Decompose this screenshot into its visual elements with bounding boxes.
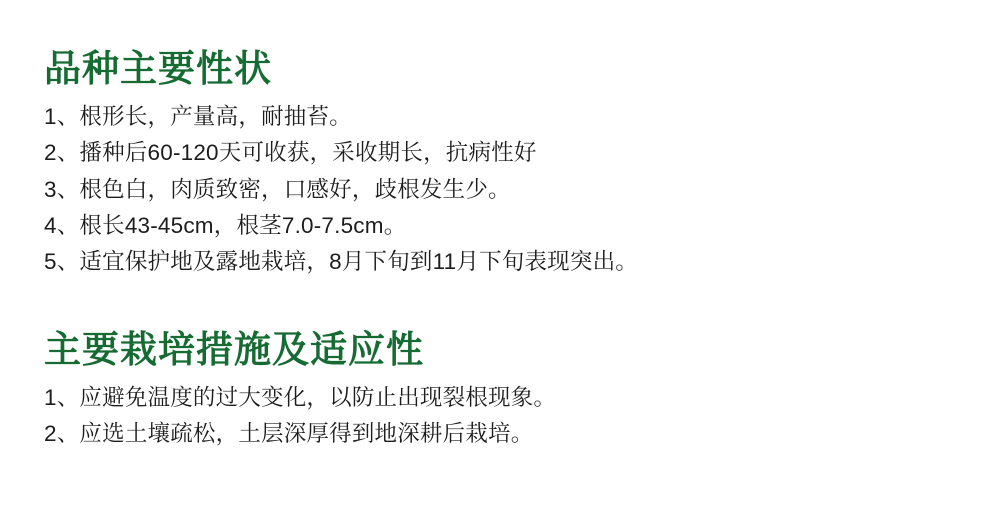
list-item: 2、播种后60-120天可收获，采收期长，抗病性好 <box>44 140 537 166</box>
section-variety-traits <box>44 48 1000 281</box>
section-heading-variety-traits: 品种主要性状 <box>44 46 272 90</box>
list-item: 2、应选土壤疏松，土层深厚得到地深耕后栽培。 <box>44 421 534 446</box>
list-item: 3、根色白，肉质致密，口感好，歧根发生少。 <box>44 176 511 202</box>
list-item: 1、根形长，产量高，耐抽苔。 <box>44 103 352 129</box>
variety-traits-list <box>44 99 1000 281</box>
list-item: 5、适宜保护地及露地栽培，8月下旬到11月下旬表现突出。 <box>44 249 638 275</box>
section-cultivation-measures <box>44 326 1000 453</box>
list-item: 4、根长43-45cm，根茎7.0-7.5cm。 <box>44 213 407 238</box>
cultivation-measures-list <box>44 380 1000 453</box>
list-item: 1、应避免温度的过大变化，以防止出现裂根现象。 <box>44 384 557 410</box>
section-heading-cultivation-measures: 主要栽培措施及适应性 <box>44 326 424 371</box>
